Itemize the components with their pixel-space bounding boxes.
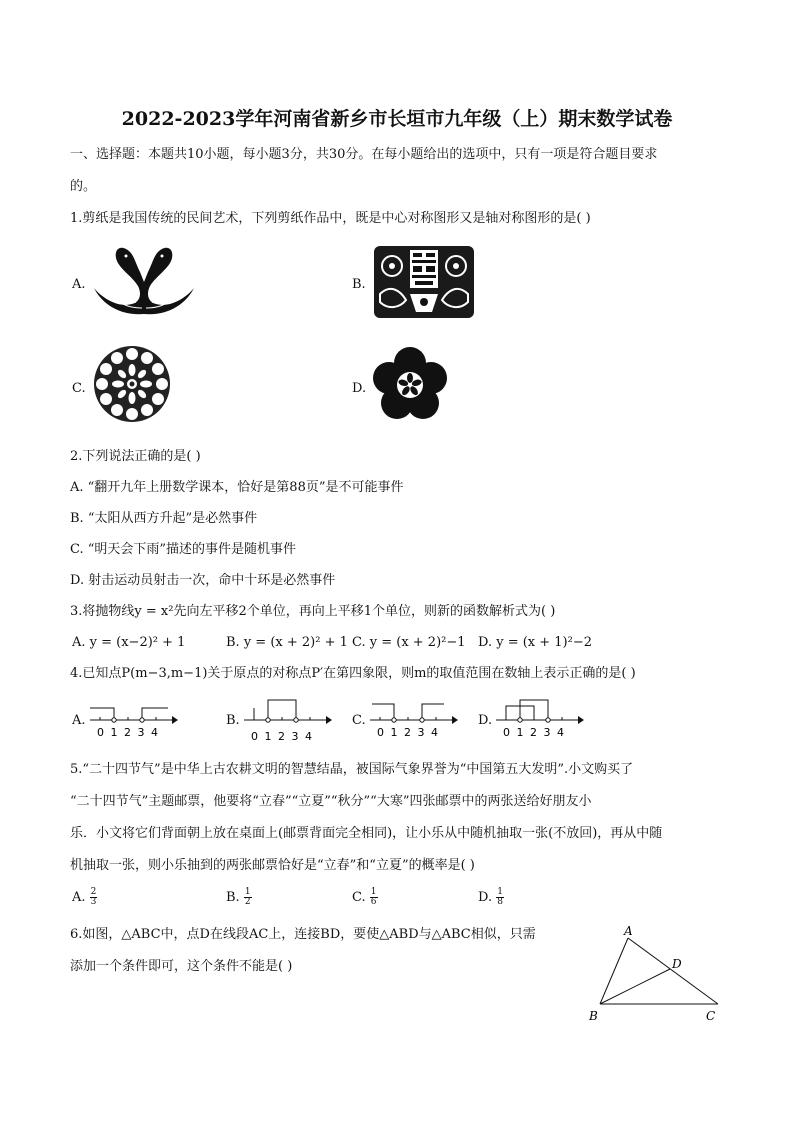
q5-stem-line-4: 机抽取一张，则小乐抽到的两张邮票恰好是“立春”和“立夏”的概率是( ) (70, 858, 475, 873)
vertex-label-a: A (624, 924, 633, 938)
q1-stem: 1.剪纸是我国传统的民间艺术，下列剪纸作品中，既是中心对称图形又是轴对称图形的是( ) (70, 211, 591, 226)
q5-option-a-fraction: $\frac{2}{3}$ (90, 887, 97, 907)
q4-option-b[interactable]: B. (226, 713, 240, 728)
q2-option-a[interactable]: A. “翻开九年上册数学课本，恰好是第88页”是不可能事件 (70, 480, 404, 495)
vertex-label-c: C (706, 1009, 716, 1023)
papercut-flower-image (92, 344, 172, 424)
q3-option-a[interactable]: A. y = (x−2)² + 1 (72, 635, 186, 650)
q1-option-c[interactable]: C. (72, 381, 86, 396)
q5-option-d-fraction: $\frac{1}{8}$ (497, 887, 503, 907)
q5-option-b-fraction: $\frac{1}{2}$ (244, 887, 251, 907)
q4-number-line-d (494, 698, 586, 744)
q4-option-a[interactable]: A. (72, 713, 86, 728)
q4-axis-labels-a: 0 1 2 3 4 (97, 726, 158, 739)
q5-stem-line-3: 乐．小文将它们背面朝上放在桌面上(邮票背面完全相同)，让小乐从中随机抽取一张(不放回)，再从中随 (70, 826, 663, 841)
q3-option-c[interactable]: C. y = (x + 2)²−1 (352, 635, 466, 650)
q5-option-d[interactable] (478, 888, 504, 907)
page-title: 2022-2023学年河南省新乡市长垣市九年级（上）期末数学试卷 (121, 108, 673, 130)
q5-stem-line-2: “二十四节气”主题邮票，他要将“立春”“立夏”“秋分”“大寒”四张邮票中的两张送给好朋友小 (70, 794, 592, 809)
papercut-double-happiness-image (372, 244, 476, 320)
q1-option-b[interactable]: B. (352, 277, 366, 292)
q5-option-c[interactable] (352, 888, 378, 907)
segment-bd (600, 969, 670, 1004)
q4-axis-labels-c: 0 1 2 3 4 (377, 726, 438, 739)
q6-stem-line-1: 6.如图，△ABC中，点D在线段AC上，连接BD，要使△ABD与△ABC相似，只需 (70, 927, 536, 942)
q4-axis-labels-d: 0 1 2 3 4 (503, 726, 564, 739)
q5-option-b-label: B. (226, 890, 240, 905)
q5-option-c-label: C. (352, 890, 366, 905)
q2-stem: 2.下列说法正确的是( ) (70, 449, 201, 464)
q5-option-a-label: A. (72, 890, 86, 905)
q6-triangle-figure (586, 926, 726, 1026)
q4-number-line-a (88, 698, 180, 744)
q5-option-c-fraction: $\frac{1}{6}$ (370, 887, 377, 907)
section-heading: 一、选择题：本题共10小题，每小题3分，共30分。在每小题给出的选项中，只有一项是符合题目要求 (70, 147, 658, 162)
vertex-label-b: B (589, 1009, 598, 1023)
edge-ab (600, 938, 628, 1004)
q4-axis-labels-b: 0 1 2 3 4 (251, 730, 312, 743)
q1-option-a[interactable]: A. (72, 277, 86, 292)
papercut-plum-blossom-image (370, 344, 450, 424)
q2-option-b[interactable]: B. “太阳从西方升起”是必然事件 (70, 511, 258, 526)
q5-stem-line-1: 5.“二十四节气”是中华上古农耕文明的智慧结晶，被国际气象界誉为“中国第五大发明”.小文购买了 (70, 762, 634, 777)
q3-option-d[interactable]: D. y = (x + 1)²−2 (478, 635, 593, 650)
edge-ac (628, 938, 718, 1004)
q2-option-d[interactable]: D. 射击运动员射击一次，命中十环是必然事件 (70, 573, 336, 588)
q1-option-d[interactable]: D. (352, 381, 367, 396)
vertex-label-d: D (672, 957, 682, 971)
q3-stem: 3.将抛物线y = x²先向左平移2个单位，再向上平移1个单位，则新的函数解析式为( ) (70, 604, 556, 619)
q5-option-a[interactable] (72, 888, 97, 907)
q4-stem: 4.已知点P(m−3,m−1)关于原点的对称点P′在第四象限，则m的取值范围在数轴上表示正确的是( ) (70, 666, 636, 681)
q5-option-d-label: D. (478, 890, 493, 905)
q4-number-line-b (242, 698, 334, 744)
q4-option-d[interactable]: D. (478, 713, 493, 728)
q2-option-c[interactable]: C. “明天会下雨”描述的事件是随机事件 (70, 542, 297, 557)
q4-number-line-c (368, 698, 460, 744)
q4-option-c[interactable]: C. (352, 713, 366, 728)
section-heading-cont: 的。 (70, 179, 97, 194)
q3-option-b[interactable]: B. y = (x + 2)² + 1 (226, 635, 348, 650)
q6-stem-line-2: 添加一个条件即可，这个条件不能是( ) (70, 959, 293, 974)
q5-option-b[interactable] (226, 888, 252, 907)
papercut-swans-image (92, 242, 196, 320)
